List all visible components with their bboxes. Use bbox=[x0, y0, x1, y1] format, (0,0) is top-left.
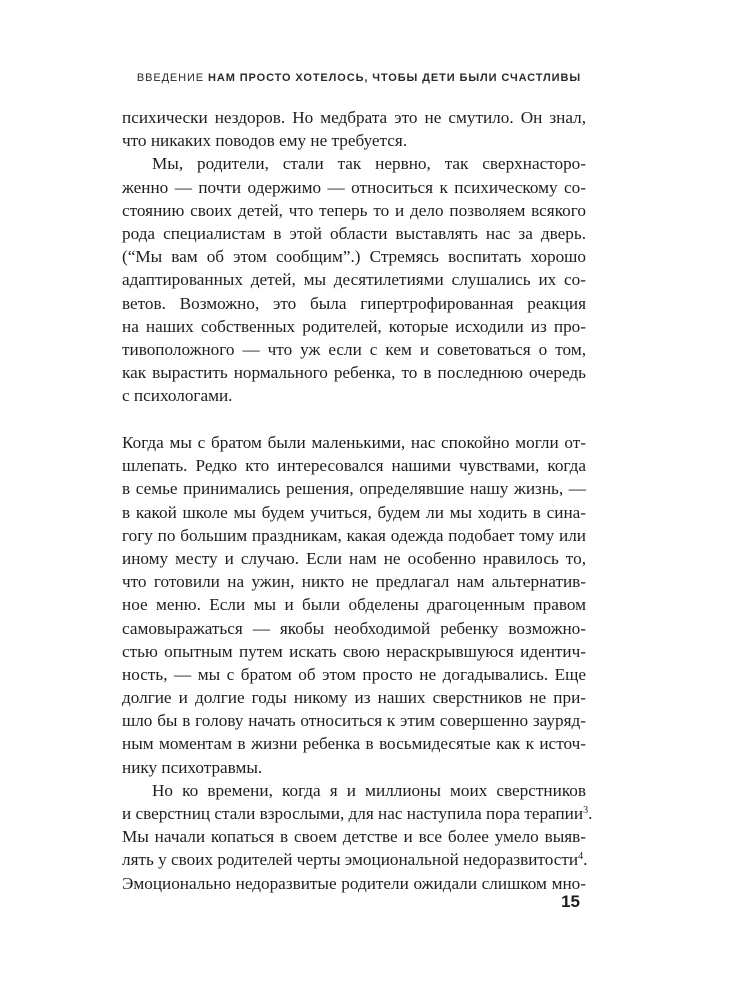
text-line: самовыражаться — якобы необходимой ребенку возможно- bbox=[122, 618, 586, 638]
text-line: Мы, родители, стали так нервно, так сверхнасторо- bbox=[152, 154, 586, 174]
text-line: ное меню. Если мы и были обделены драгоценным правом bbox=[122, 595, 586, 615]
text-line: стоянию своих детей, что теперь то и дело позволяем всякого bbox=[122, 200, 586, 220]
text-line: Но ко времени, когда я и миллионы моих сверстников bbox=[152, 780, 586, 800]
text-block-2 bbox=[122, 431, 593, 895]
text-line: Мы начали копаться в своем детстве и все более умело выяв- bbox=[122, 827, 586, 847]
running-head-section: ВВЕДЕНИЕ bbox=[136, 72, 205, 84]
running-head-chapter-title: НАМ ПРОСТО ХОТЕЛОСЬ, ЧТОБЫ ДЕТИ БЫЛИ СЧАСТЛИВЫ bbox=[208, 72, 581, 84]
text-line: женно — почти одержимо — относиться к психическому со- bbox=[122, 177, 586, 197]
page-number: 15 bbox=[561, 892, 580, 911]
text-line: в какой школе мы будем учиться, будем ли мы ходить в сина- bbox=[122, 502, 586, 522]
text-block-1 bbox=[122, 106, 586, 407]
text-line: (“Мы вам об этом сообщим”.) Стремясь воспитать хорошо bbox=[122, 247, 586, 267]
text-line: стью опытным путем искать свою нераскрывшуюся идентич- bbox=[122, 641, 586, 661]
text-line: с психологами. bbox=[122, 386, 233, 406]
text-line: шло бы в голову начать относиться к этим совершенно зауряд- bbox=[122, 711, 586, 731]
running-head bbox=[137, 72, 581, 84]
text-line-content: лять у своих родителей черты эмоциональной недоразвитости bbox=[122, 850, 579, 870]
text-line: рода специалистам в этой области выставлять нас за дверь. bbox=[122, 223, 586, 243]
text-line: Эмоционально недоразвитые родители ожидали слишком мно- bbox=[122, 873, 586, 893]
text-line: психически нездоров. Но медбрата это не смутило. Он знал, bbox=[122, 108, 586, 127]
text-line: как вырастить нормального ребенка, то в последнюю очередь bbox=[122, 363, 586, 383]
text-line: ность, — мы с братом об этом просто не догадывались. Еще bbox=[122, 664, 586, 684]
text-line-content: и сверстниц стали взрослыми, для нас наступила пора терапии bbox=[122, 804, 584, 823]
text-line: адаптированных детей, мы десятилетиями слушались их со- bbox=[122, 270, 586, 290]
text-line-with-footnote bbox=[122, 802, 593, 825]
text-line: ветов. Возможно, это была гипертрофированная реакция bbox=[122, 293, 586, 313]
text-line: шлепать. Редко кто интересовался нашими чувствами, когда bbox=[122, 456, 586, 476]
text-line: в семье принимались решения, определявшие нашу жизнь, — bbox=[122, 479, 586, 499]
text-line: ным моментам в жизни ребенка в восьмидесятые как к источ- bbox=[122, 734, 586, 754]
text-line: на наших собственных родителей, которые исходили из про- bbox=[122, 316, 586, 336]
text-line: Когда мы с братом были маленькими, нас спокойно могли от- bbox=[122, 433, 586, 452]
sentence-period: . bbox=[583, 850, 588, 870]
sentence-period: . bbox=[588, 804, 593, 823]
footnote-marker-3: 3 bbox=[583, 805, 589, 816]
text-line: тивоположного — что уж если с кем и советоваться о том, bbox=[122, 339, 586, 359]
text-line-with-footnote bbox=[122, 848, 586, 871]
text-line: иному месту и случаю. Если нам не особенно нравилось то, bbox=[122, 548, 586, 568]
text-line: что никаких поводов ему не требуется. bbox=[122, 131, 408, 151]
text-line: гогу по большим праздникам, какая одежда подобает тому или bbox=[122, 525, 586, 545]
text-line: нику психотравмы. bbox=[122, 757, 263, 777]
footnote-marker-4: 4 bbox=[578, 851, 584, 863]
text-line: долгие и долгие годы никому из наших сверстников не при- bbox=[122, 688, 586, 708]
text-line: что готовили на ужин, никто не предлагал нам альтернатив- bbox=[122, 572, 586, 592]
